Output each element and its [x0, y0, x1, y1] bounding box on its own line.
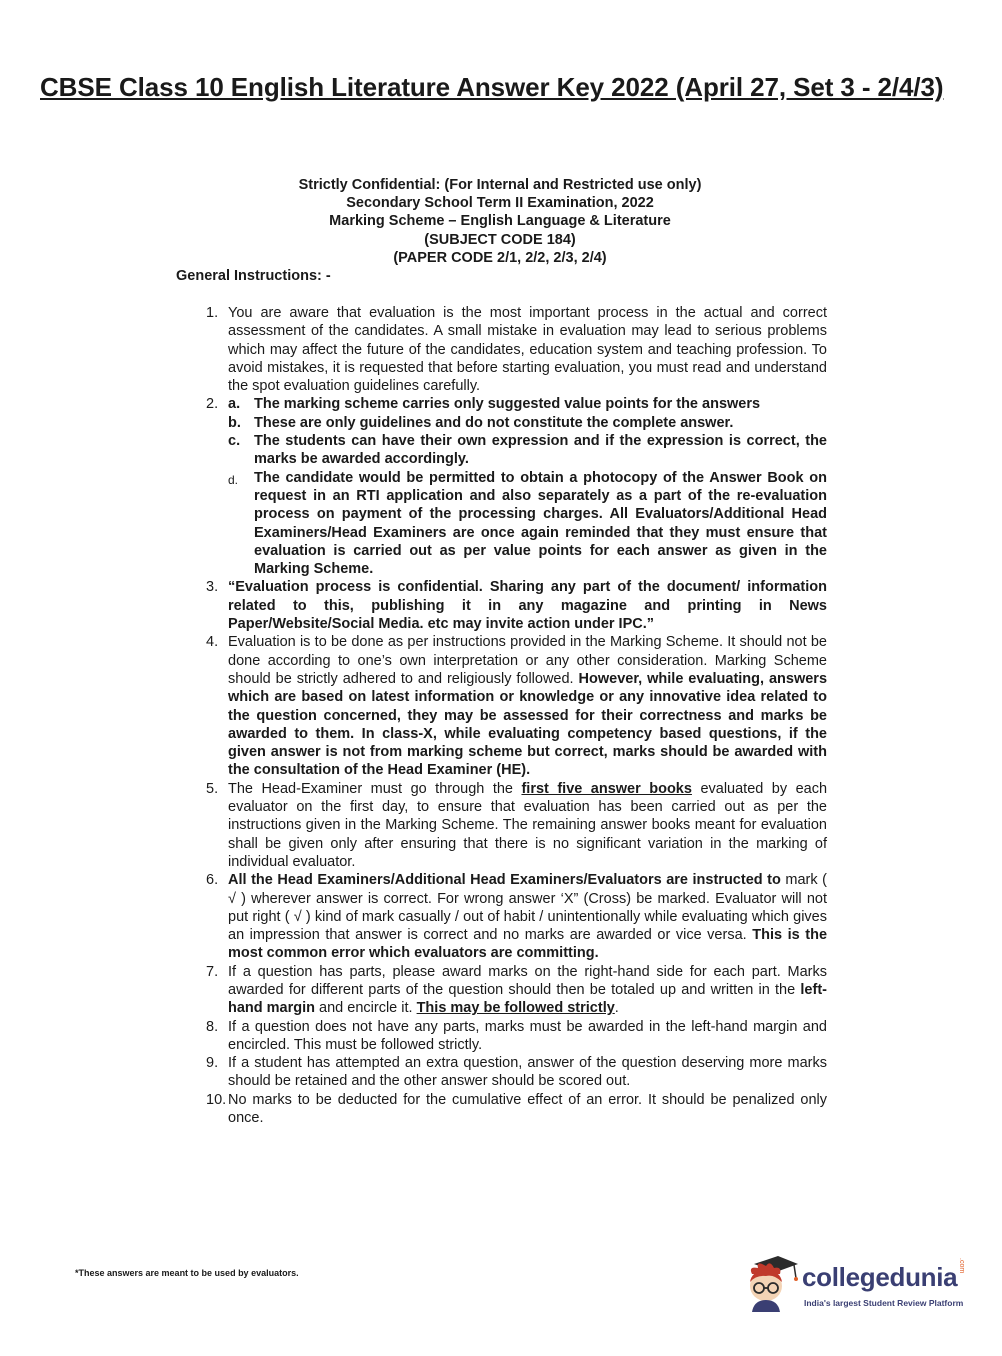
header-line: Marking Scheme – English Language & Literature — [329, 213, 671, 230]
header-line: (SUBJECT CODE 184) — [424, 231, 576, 248]
logo-name: collegedunia — [802, 1262, 958, 1292]
collegedunia-logo[interactable] — [744, 1250, 974, 1320]
instruction-item — [195, 1091, 827, 1128]
item-text-bold: However, while evaluating, answers which are based on latest information or knowledge or any innovative idea related to the question concerned, they may be assessed for their correctness and marks be awarded to them. In class-X, while evaluating competency based questions, if the given answer is not from marking scheme but correct, marks should be awarded with the consultation of the Head Examiner (HE). — [228, 670, 828, 779]
sub-item-text: The marking scheme carries only suggested value points for the answers — [254, 396, 761, 413]
item-text: The Head-Examiner must go through the — [228, 780, 513, 797]
marking-scheme-header — [200, 176, 800, 267]
sub-item-text: The candidate would be permitted to obtain a photocopy of the Answer Book on request in an RTI application and also separately as a part of the re-evaluation process on payment of the processing charges. All Evaluators/Additional Head Examiners/Head Examiners are once again reminded that they must ensure that evaluation is carried out as per value points for each answer as given in the Marking Scheme. — [254, 469, 827, 578]
instruction-item — [195, 780, 827, 871]
sub-item — [228, 414, 827, 432]
logo-tagline: India's largest Student Review Platform — [804, 1298, 964, 1308]
item-text-bold: All the Head Examiners/Additional Head Examiners/Evaluators are instructed to — [228, 872, 781, 889]
item-text: . — [614, 1000, 619, 1017]
sub-item-text: These are only guidelines and do not constitute the complete answer. — [254, 414, 734, 431]
page-title: CBSE Class 10 English Literature Answer Key 2022 (April 27, Set 3 - 2/4/3) — [40, 72, 944, 102]
item-number: 9. — [206, 1055, 219, 1072]
item-text: If a question does not have any parts, marks must be awarded in the left-hand margin and encircled. This must be followed strictly. — [228, 1018, 827, 1053]
sub-item-letter: c. — [228, 433, 241, 450]
item-number: 10. — [206, 1091, 227, 1108]
sub-item-letter: a. — [228, 396, 241, 413]
header-line: Strictly Confidential: (For Internal and Restricted use only) — [298, 177, 702, 193]
general-instructions-heading: General Instructions: - — [176, 268, 331, 284]
item-text: Evaluation is to be done as per instructions provided in the Marking Scheme. It should not be done according to one’s own interpretation or any other consideration. Marking Scheme should be strictly adhered to and religiously followed. — [228, 634, 827, 687]
instruction-item — [195, 633, 827, 779]
sub-item — [228, 395, 827, 413]
sub-item — [228, 469, 827, 579]
logo-domain: .com — [958, 1258, 965, 1274]
student-mascot-icon — [744, 1252, 800, 1312]
item-number: 6. — [206, 872, 219, 889]
sub-item — [228, 432, 827, 469]
instructions-list — [195, 304, 827, 1127]
instruction-item — [195, 1054, 827, 1091]
item-text: No marks to be deducted for the cumulative effect of an error. It should be penalized only once. — [228, 1091, 827, 1127]
item-number: 8. — [206, 1018, 219, 1035]
instruction-item — [195, 871, 827, 962]
header-line: Secondary School Term II Examination, 2022 — [346, 195, 654, 212]
item-number: 2. — [206, 396, 219, 413]
item-number: 3. — [206, 579, 219, 596]
instruction-item — [195, 578, 827, 633]
sub-item-text: The students can have their own expression and if the expression is correct, the marks be awarded accordingly. — [254, 433, 827, 468]
sub-item-letter: d. — [228, 472, 239, 487]
item-number: 4. — [206, 634, 219, 651]
item-text: You are aware that evaluation is the most important process in the actual and correct assessment of the candidates. A small mistake in evaluation may lead to serious problems which may affect the future of the candidates, education system and teaching profession. To avoid mistakes, it is requested that before starting evaluation, you must read and understand the spot evaluation guidelines carefully. — [228, 305, 827, 395]
item-text-underlined: first five answer books — [521, 780, 692, 797]
instruction-item — [195, 395, 827, 578]
item-text: evaluated by each evaluator on the first day, to ensure that evaluation has been carried out as per the instructions given in the Marking Scheme. The remaining answer books meant for evaluation shall be given only after ensuring that there is no significant variation in the marking of individual evaluator. — [228, 780, 828, 870]
item-text-bold: This is the most common error which evaluators are committing. — [228, 927, 828, 962]
instruction-item — [195, 304, 827, 395]
item-number: 5. — [206, 780, 219, 797]
item-text: “Evaluation process is confidential. Sharing any part of the document/ information related to this, publishing it in any magazine and printing in News Paper/Website/Social Media. etc may invite action under IPC.” — [228, 579, 827, 633]
item-text-underlined: This may be followed strictly — [416, 1000, 615, 1017]
item-text: If a student has attempted an extra question, answer of the question deserving more marks should be retained and the other answer should be scored out. — [228, 1055, 827, 1090]
item-number: 7. — [206, 963, 219, 980]
header-line: (PAPER CODE 2/1, 2/2, 2/3, 2/4) — [393, 249, 607, 266]
item-text-bold: left-hand margin — [228, 981, 827, 1017]
sub-item-letter: b. — [228, 414, 241, 431]
instruction-item — [195, 963, 827, 1018]
item-text: and encircle it. — [319, 1000, 413, 1017]
footnote: *These answers are meant to be used by evaluators. — [75, 1268, 299, 1278]
item-number: 1. — [206, 305, 219, 321]
instruction-item — [195, 1018, 827, 1055]
item-text: If a question has parts, please award marks on the right-hand side for each part. Marks awarded for different parts of the question should then be totaled up and written in the — [228, 963, 827, 998]
item-text: mark ( √ ) wherever answer is correct. For wrong answer ‘X” (Cross) be marked. Evaluator will not put right ( √ ) kind of mark casually / out of habit / unintentionally while evaluating which gives an impression that answer is correct and no marks are awarded or vice versa. — [228, 872, 827, 944]
